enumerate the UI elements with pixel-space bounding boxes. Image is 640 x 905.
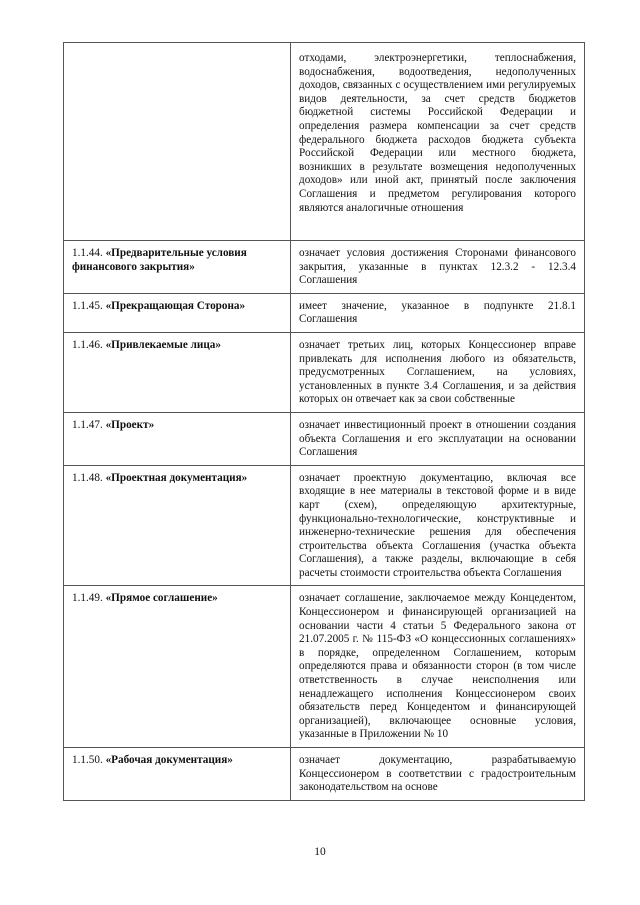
table-row [64,332,585,412]
definitions-table [63,42,585,801]
table-row [64,293,585,332]
term-name: «Прекращающая Сторона» [105,299,246,312]
term-cell [64,293,291,332]
definition-cell: означает соглашение, заключаемое между Концедентом, Концессионером и финансирующей организацией на основании части 4 статьи 5 Федерального закона от 21.07.2005 г. № 115-ФЗ «О концессионных соглашениях» в порядке, определенном Соглашением, которым определяются права и обязанности сторон (в том числе ответственность в случае неисполнения или ненадлежащего исполнения Концессионером своих обязательств перед Концедентом и финансирующей организацией), включающее основные условия, указанные в Приложении № 10 [291,586,585,748]
clause-number: 1.1.45. [72,299,103,312]
clause-number: 1.1.48. [72,471,103,484]
term-name: «Прямое соглашение» [105,592,218,605]
term-cell [64,43,291,241]
table-row [64,465,585,586]
definition-cell: означает документацию, разрабатываемую Концессионером в соответствии с градостроительным законодательством на основе [291,748,585,801]
term-name: «Привлекаемые лица» [105,338,221,351]
clause-number: 1.1.46. [72,338,103,351]
term-cell [64,332,291,412]
definition-cell: означает инвестиционный проект в отношении создания объекта Соглашения и его эксплуатации на основании Соглашения [291,412,585,465]
term-cell [64,586,291,748]
term-cell [64,465,291,586]
table-row [64,412,585,465]
definition-cell: означает условия достижения Сторонами финансового закрытия, указанные в пунктах 12.3.2 - 12.3.4 Соглашения [291,241,585,294]
table-row [64,43,585,241]
definition-cell: означает третьих лиц, которых Концессионер вправе привлекать для исполнения любого из обязательств, предусмотренных Соглашением, на условиях, установленных в пункте 3.4 Соглашения, и за действия которых он отвечает как за свои собственные [291,332,585,412]
definition-cell: имеет значение, указанное в подпункте 21.8.1 Соглашения [291,293,585,332]
page-number: 10 [314,846,326,858]
term-cell [64,748,291,801]
table-row [64,748,585,801]
table-row [64,241,585,294]
term-name: «Рабочая документация» [105,754,233,766]
definition-cell: отходами, электроэнергетики, теплоснабжения, водоснабжения, водоотведения, недополученных доходов, связанных с осуществлением ими регулируемых видов деятельности, за счет средств бюджетов бюджетной системы Российской Федерации и определения размера компенсации за счет средств федерального бюджета расходов бюджета субъекта Российской Федерации или местного бюджета, возникших в результате возмещения недополученных доходов» или иной акт, принятый после заключения Соглашения и предметом регулирования которого являются аналогичные отношения [291,43,585,241]
clause-number: 1.1.47. [72,418,103,431]
term-cell [64,412,291,465]
clause-number: 1.1.49. [72,592,103,605]
definition-cell: означает проектную документацию, включая все входящие в нее материалы в текстовой форме и в виде карт (схем), определяющую архитектурные, функционально-технологические, конструктивные и инженерно-технические решения для обеспечения строительства объекта Соглашения (участка объекта Соглашения), а также разделы, включающие в себя расчеты стоимости строительства объекта Соглашения [291,465,585,586]
term-name: «Проект» [105,418,155,431]
term-name: «Предварительные условия финансового закрытия» [72,247,247,273]
clause-number: 1.1.44. [72,247,103,259]
term-name: «Проектная документация» [105,471,248,484]
clause-number: 1.1.50. [72,754,103,766]
term-cell [64,241,291,294]
table-row [64,586,585,748]
